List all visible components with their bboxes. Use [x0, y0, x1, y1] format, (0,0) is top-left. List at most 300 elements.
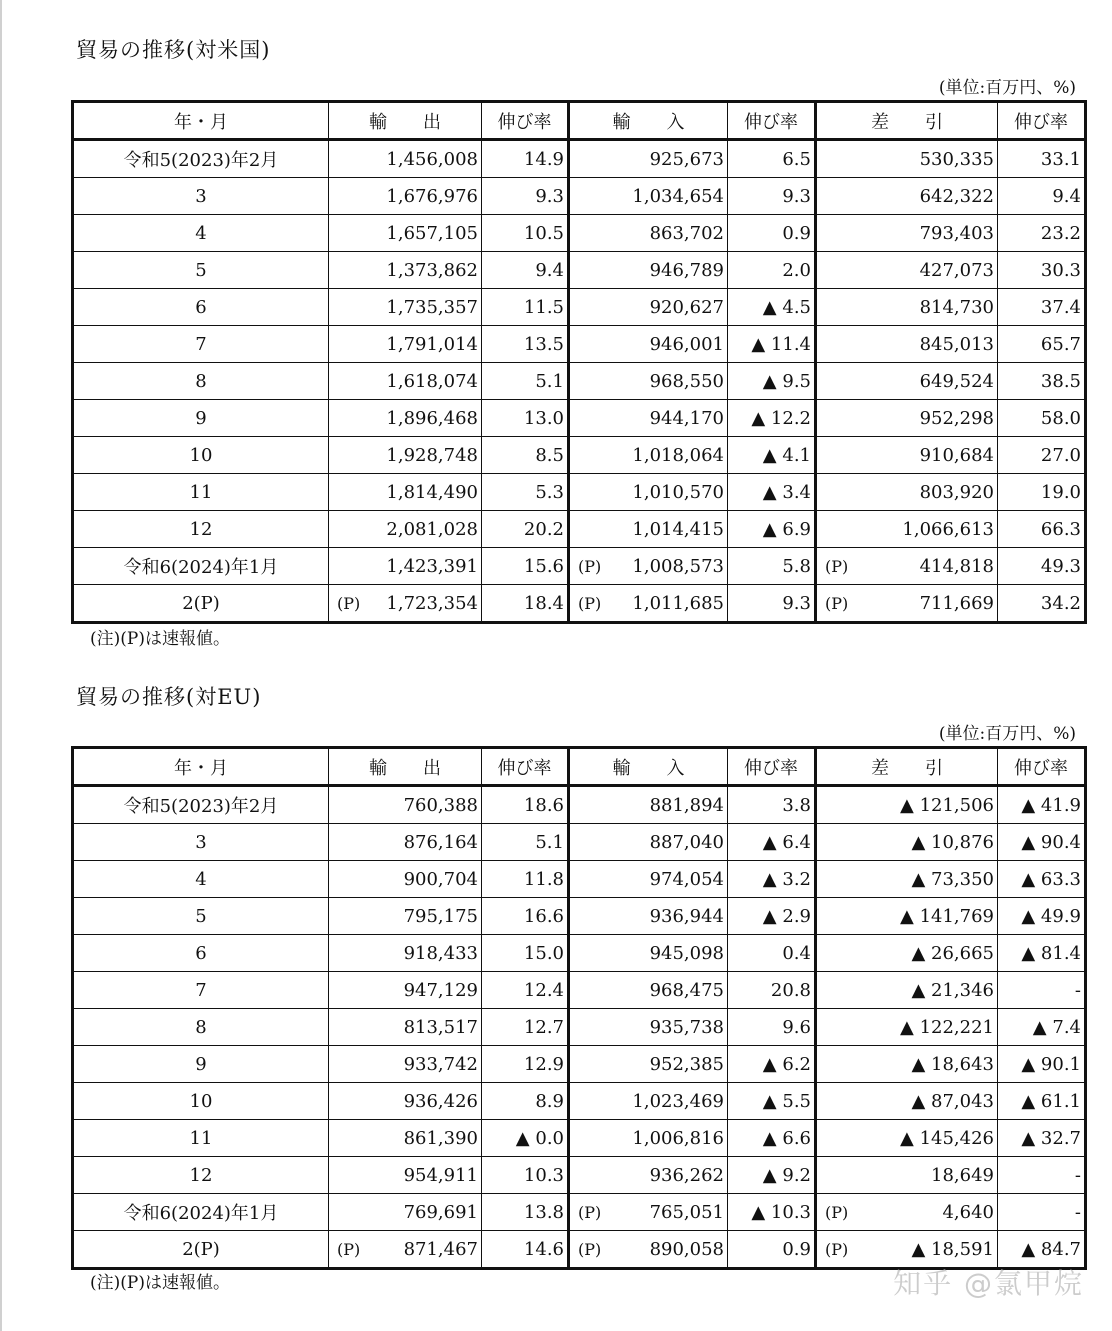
import-value: 863,702 — [613, 215, 728, 252]
export-value: 1,723,354 — [386, 592, 478, 614]
balance-rate: - — [998, 1157, 1086, 1194]
balance-rate: 30.3 — [998, 252, 1086, 289]
export-prefix — [329, 824, 373, 861]
table-row — [73, 511, 1086, 548]
import-prefix: (P) — [569, 1194, 613, 1231]
header-import-rate: 伸び率 — [728, 102, 816, 140]
import-rate: 0.9 — [728, 215, 816, 252]
export-value: 876,164 — [373, 824, 482, 861]
section-title: 貿易の推移(対米国) — [76, 38, 271, 62]
export-value: 760,388 — [373, 786, 482, 824]
row-month: 12 — [73, 1157, 329, 1194]
export-rate: 9.3 — [482, 178, 569, 215]
balance-value: 803,920 — [860, 474, 998, 511]
import-prefix — [569, 326, 613, 363]
import-value: 925,673 — [613, 140, 728, 178]
header-import: 輸 入 — [569, 748, 728, 786]
import-prefix — [569, 824, 613, 861]
balance-rate: ▲ 49.9 — [998, 898, 1086, 935]
unit-label: (単位:百万円、%) — [938, 78, 1076, 98]
export-value: 1,657,105 — [373, 215, 482, 252]
import-rate: 9.3 — [728, 178, 816, 215]
trade-table-us — [71, 100, 1087, 624]
export-value: 1,456,008 — [373, 140, 482, 178]
import-rate: 5.8 — [728, 548, 816, 585]
export-prefix — [329, 140, 373, 178]
import-value: 936,262 — [613, 1157, 728, 1194]
row-month: 3 — [73, 824, 329, 861]
table-row — [73, 252, 1086, 289]
import-rate: 0.9 — [728, 1231, 816, 1269]
export-rate: 15.0 — [482, 935, 569, 972]
balance-value: 1,066,613 — [860, 511, 998, 548]
import-rate: ▲ 3.2 — [728, 861, 816, 898]
row-month: 令和5(2023)年2月 — [73, 140, 329, 178]
balance-value: ▲ 87,043 — [860, 1083, 998, 1120]
row-month: 11 — [73, 474, 329, 511]
import-rate: ▲ 10.3 — [728, 1194, 816, 1231]
import-value: 890,058 — [649, 1238, 724, 1260]
balance-prefix — [816, 898, 860, 935]
export-prefix — [329, 861, 373, 898]
export-value: 954,911 — [373, 1157, 482, 1194]
balance-prefix — [816, 1157, 860, 1194]
row-month: 7 — [73, 972, 329, 1009]
balance-value: ▲ 122,221 — [860, 1009, 998, 1046]
row-month: 10 — [73, 437, 329, 474]
import-prefix — [569, 437, 613, 474]
import-value: 1,010,570 — [613, 474, 728, 511]
import-rate: 20.8 — [728, 972, 816, 1009]
balance-prefix — [816, 178, 860, 215]
table-row — [73, 861, 1086, 898]
export-prefix — [329, 786, 373, 824]
balance-rate: ▲ 63.3 — [998, 861, 1086, 898]
watermark: 知乎 @氯甲烷 — [893, 1267, 1084, 1300]
balance-value: ▲ 18,643 — [860, 1046, 998, 1083]
balance-prefix: (P) — [825, 1239, 849, 1259]
export-value: 900,704 — [373, 861, 482, 898]
import-prefix — [569, 972, 613, 1009]
balance-prefix — [816, 861, 860, 898]
export-value: 1,928,748 — [373, 437, 482, 474]
import-rate: 2.0 — [728, 252, 816, 289]
table-row — [73, 935, 1086, 972]
export-value: 1,618,074 — [373, 363, 482, 400]
table-row — [73, 1194, 1086, 1231]
export-value: 871,467 — [403, 1238, 478, 1260]
import-prefix — [569, 474, 613, 511]
export-prefix — [329, 898, 373, 935]
row-month: 2(P) — [73, 585, 329, 623]
import-value: 920,627 — [613, 289, 728, 326]
export-rate: 5.3 — [482, 474, 569, 511]
import-prefix — [569, 289, 613, 326]
balance-prefix — [816, 1120, 860, 1157]
import-value: 765,051 — [613, 1194, 728, 1231]
export-value: 918,433 — [373, 935, 482, 972]
export-prefix — [329, 1009, 373, 1046]
footnote: (注)(P)は速報値。 — [90, 1273, 230, 1293]
import-value: 968,475 — [613, 972, 728, 1009]
import-prefix — [569, 935, 613, 972]
export-value: 1,676,976 — [373, 178, 482, 215]
import-rate: ▲ 4.1 — [728, 437, 816, 474]
balance-rate: 38.5 — [998, 363, 1086, 400]
balance-prefix — [816, 363, 860, 400]
import-rate: 9.3 — [728, 585, 816, 623]
export-rate: 12.4 — [482, 972, 569, 1009]
export-rate: 14.6 — [482, 1231, 569, 1269]
balance-value: ▲ 145,426 — [860, 1120, 998, 1157]
import-value: 945,098 — [613, 935, 728, 972]
header-export: 輸 出 — [329, 102, 482, 140]
balance-rate: ▲ 84.7 — [998, 1231, 1086, 1269]
export-prefix — [329, 1046, 373, 1083]
export-rate: 11.8 — [482, 861, 569, 898]
header-import: 輸 入 — [569, 102, 728, 140]
table-row — [73, 1083, 1086, 1120]
header-export-rate: 伸び率 — [482, 748, 569, 786]
import-prefix — [569, 178, 613, 215]
balance-prefix — [816, 289, 860, 326]
import-value: 952,385 — [613, 1046, 728, 1083]
balance-value: 414,818 — [860, 548, 998, 585]
trade-table-eu — [71, 746, 1087, 1270]
export-value: 2,081,028 — [373, 511, 482, 548]
row-month: 9 — [73, 400, 329, 437]
balance-rate: 58.0 — [998, 400, 1086, 437]
balance-rate: ▲ 41.9 — [998, 786, 1086, 824]
header-balance-rate: 伸び率 — [998, 748, 1086, 786]
table-row — [73, 363, 1086, 400]
balance-prefix — [816, 437, 860, 474]
balance-value: 18,649 — [860, 1157, 998, 1194]
header-export-rate: 伸び率 — [482, 102, 569, 140]
balance-rate: 19.0 — [998, 474, 1086, 511]
import-rate: ▲ 6.6 — [728, 1120, 816, 1157]
export-prefix — [329, 474, 373, 511]
import-prefix — [569, 1009, 613, 1046]
export-rate: 5.1 — [482, 824, 569, 861]
balance-value: 910,684 — [860, 437, 998, 474]
table-row — [73, 326, 1086, 363]
row-month: 5 — [73, 898, 329, 935]
table-row — [73, 140, 1086, 178]
balance-rate: 65.7 — [998, 326, 1086, 363]
import-prefix — [569, 252, 613, 289]
balance-value: 649,524 — [860, 363, 998, 400]
import-prefix: (P) — [578, 1239, 602, 1259]
page-left-border — [0, 0, 2, 1331]
table-row — [73, 289, 1086, 326]
export-prefix — [329, 400, 373, 437]
header-balance: 差 引 — [816, 102, 998, 140]
export-prefix — [329, 1157, 373, 1194]
import-value: 1,011,685 — [632, 592, 724, 614]
import-prefix — [569, 1083, 613, 1120]
import-rate: ▲ 2.9 — [728, 898, 816, 935]
import-value: 974,054 — [613, 861, 728, 898]
import-value: 1,034,654 — [613, 178, 728, 215]
row-month: 6 — [73, 289, 329, 326]
balance-value: 4,640 — [860, 1194, 998, 1231]
row-month: 令和6(2024)年1月 — [73, 1194, 329, 1231]
row-month: 4 — [73, 861, 329, 898]
header-row — [73, 102, 1086, 140]
row-month: 11 — [73, 1120, 329, 1157]
export-prefix — [329, 1083, 373, 1120]
table-row — [73, 400, 1086, 437]
export-prefix — [329, 935, 373, 972]
export-rate: 11.5 — [482, 289, 569, 326]
export-prefix — [329, 511, 373, 548]
row-month: 9 — [73, 1046, 329, 1083]
import-value: 1,018,064 — [613, 437, 728, 474]
table-row — [73, 437, 1086, 474]
export-rate: 13.5 — [482, 326, 569, 363]
row-month: 5 — [73, 252, 329, 289]
export-value: 1,896,468 — [373, 400, 482, 437]
table-row — [73, 1046, 1086, 1083]
header-balance: 差 引 — [816, 748, 998, 786]
import-prefix — [569, 1120, 613, 1157]
import-prefix: (P) — [569, 548, 613, 585]
row-month: 3 — [73, 178, 329, 215]
balance-prefix — [816, 824, 860, 861]
import-rate: ▲ 6.2 — [728, 1046, 816, 1083]
export-rate: 10.5 — [482, 215, 569, 252]
export-rate: 18.4 — [482, 585, 569, 623]
table-row — [73, 786, 1086, 824]
table-row — [73, 824, 1086, 861]
import-rate: ▲ 12.2 — [728, 400, 816, 437]
import-rate: ▲ 6.4 — [728, 824, 816, 861]
row-month: 8 — [73, 1009, 329, 1046]
row-month: 7 — [73, 326, 329, 363]
export-rate: 13.8 — [482, 1194, 569, 1231]
export-rate: 13.0 — [482, 400, 569, 437]
export-rate: 20.2 — [482, 511, 569, 548]
export-rate: 9.4 — [482, 252, 569, 289]
section-title: 貿易の推移(対EU) — [76, 685, 262, 709]
export-prefix — [329, 178, 373, 215]
balance-rate: 37.4 — [998, 289, 1086, 326]
import-value: 946,789 — [613, 252, 728, 289]
header-month: 年・月 — [73, 102, 329, 140]
export-prefix — [329, 326, 373, 363]
row-month: 6 — [73, 935, 329, 972]
export-prefix — [329, 548, 373, 585]
export-value: 1,814,490 — [373, 474, 482, 511]
import-value: 944,170 — [613, 400, 728, 437]
export-rate: 12.9 — [482, 1046, 569, 1083]
balance-value: 711,669 — [919, 592, 994, 614]
export-rate: 15.6 — [482, 548, 569, 585]
header-row — [73, 748, 1086, 786]
table-row — [73, 898, 1086, 935]
import-rate: ▲ 6.9 — [728, 511, 816, 548]
header-balance-rate: 伸び率 — [998, 102, 1086, 140]
balance-value: ▲ 26,665 — [860, 935, 998, 972]
export-value: 1,735,357 — [373, 289, 482, 326]
import-value: 1,006,816 — [613, 1120, 728, 1157]
import-prefix — [569, 1157, 613, 1194]
import-value: 887,040 — [613, 824, 728, 861]
import-rate: ▲ 9.5 — [728, 363, 816, 400]
table-row — [73, 972, 1086, 1009]
import-rate: 6.5 — [728, 140, 816, 178]
balance-rate: - — [998, 1194, 1086, 1231]
import-prefix: (P) — [578, 593, 602, 613]
balance-rate: ▲ 32.7 — [998, 1120, 1086, 1157]
import-prefix — [569, 215, 613, 252]
balance-rate: ▲ 90.1 — [998, 1046, 1086, 1083]
export-value: 861,390 — [373, 1120, 482, 1157]
export-value: 769,691 — [373, 1194, 482, 1231]
balance-rate: ▲ 81.4 — [998, 935, 1086, 972]
import-rate: 3.8 — [728, 786, 816, 824]
import-rate: 9.6 — [728, 1009, 816, 1046]
import-rate: ▲ 5.5 — [728, 1083, 816, 1120]
import-value: 1,014,415 — [613, 511, 728, 548]
export-rate: ▲ 0.0 — [482, 1120, 569, 1157]
balance-prefix — [816, 1046, 860, 1083]
balance-rate: ▲ 61.1 — [998, 1083, 1086, 1120]
export-rate: 14.9 — [482, 140, 569, 178]
export-prefix: (P) — [337, 1239, 361, 1259]
table-row — [73, 585, 1086, 623]
export-rate: 16.6 — [482, 898, 569, 935]
balance-value: ▲ 21,346 — [860, 972, 998, 1009]
table-row — [73, 1009, 1086, 1046]
balance-prefix — [816, 972, 860, 1009]
balance-rate: 66.3 — [998, 511, 1086, 548]
import-value: 968,550 — [613, 363, 728, 400]
balance-value: 793,403 — [860, 215, 998, 252]
balance-value: ▲ 141,769 — [860, 898, 998, 935]
table-row — [73, 1120, 1086, 1157]
import-rate: ▲ 11.4 — [728, 326, 816, 363]
export-prefix: (P) — [337, 593, 361, 613]
balance-rate: 33.1 — [998, 140, 1086, 178]
export-prefix — [329, 252, 373, 289]
row-month: 令和6(2024)年1月 — [73, 548, 329, 585]
import-prefix — [569, 140, 613, 178]
balance-prefix — [816, 935, 860, 972]
balance-rate: 9.4 — [998, 178, 1086, 215]
export-prefix — [329, 289, 373, 326]
balance-prefix: (P) — [816, 1194, 860, 1231]
balance-prefix — [816, 511, 860, 548]
balance-prefix: (P) — [825, 593, 849, 613]
export-prefix — [329, 437, 373, 474]
footnote: (注)(P)は速報値。 — [90, 629, 230, 649]
unit-label: (単位:百万円、%) — [938, 724, 1076, 744]
balance-prefix — [816, 474, 860, 511]
export-value: 1,373,862 — [373, 252, 482, 289]
balance-prefix — [816, 400, 860, 437]
import-value: 935,738 — [613, 1009, 728, 1046]
balance-rate: 34.2 — [998, 585, 1086, 623]
import-prefix — [569, 786, 613, 824]
import-rate: ▲ 9.2 — [728, 1157, 816, 1194]
balance-value: 642,322 — [860, 178, 998, 215]
balance-prefix — [816, 786, 860, 824]
export-value: 813,517 — [373, 1009, 482, 1046]
balance-value: ▲ 121,506 — [860, 786, 998, 824]
import-rate: ▲ 4.5 — [728, 289, 816, 326]
export-prefix — [329, 1194, 373, 1231]
table-row — [73, 178, 1086, 215]
balance-rate: - — [998, 972, 1086, 1009]
export-value: 1,423,391 — [373, 548, 482, 585]
row-month: 2(P) — [73, 1231, 329, 1269]
import-value: 946,001 — [613, 326, 728, 363]
import-prefix — [569, 511, 613, 548]
import-value: 936,944 — [613, 898, 728, 935]
balance-value: 427,073 — [860, 252, 998, 289]
export-prefix — [329, 363, 373, 400]
import-value: 881,894 — [613, 786, 728, 824]
export-rate: 5.1 — [482, 363, 569, 400]
balance-value: 845,013 — [860, 326, 998, 363]
import-prefix — [569, 1046, 613, 1083]
export-rate: 8.5 — [482, 437, 569, 474]
export-value: 947,129 — [373, 972, 482, 1009]
table-row — [73, 474, 1086, 511]
row-month: 令和5(2023)年2月 — [73, 786, 329, 824]
export-value: 933,742 — [373, 1046, 482, 1083]
import-prefix — [569, 898, 613, 935]
export-value: 1,791,014 — [373, 326, 482, 363]
balance-prefix — [816, 140, 860, 178]
export-value: 795,175 — [373, 898, 482, 935]
table-row — [73, 1157, 1086, 1194]
balance-rate: 49.3 — [998, 548, 1086, 585]
export-prefix — [329, 972, 373, 1009]
import-value: 1,023,469 — [613, 1083, 728, 1120]
export-rate: 18.6 — [482, 786, 569, 824]
import-value: 1,008,573 — [613, 548, 728, 585]
row-month: 8 — [73, 363, 329, 400]
balance-rate: 23.2 — [998, 215, 1086, 252]
balance-prefix — [816, 1009, 860, 1046]
import-rate: 0.4 — [728, 935, 816, 972]
balance-rate: 27.0 — [998, 437, 1086, 474]
balance-prefix — [816, 1083, 860, 1120]
balance-value: ▲ 18,591 — [911, 1238, 994, 1260]
balance-rate: ▲ 90.4 — [998, 824, 1086, 861]
balance-prefix — [816, 252, 860, 289]
export-rate: 8.9 — [482, 1083, 569, 1120]
row-month: 4 — [73, 215, 329, 252]
export-rate: 10.3 — [482, 1157, 569, 1194]
balance-value: ▲ 73,350 — [860, 861, 998, 898]
import-prefix — [569, 400, 613, 437]
table-row — [73, 215, 1086, 252]
import-rate: ▲ 3.4 — [728, 474, 816, 511]
row-month: 10 — [73, 1083, 329, 1120]
balance-value: 530,335 — [860, 140, 998, 178]
balance-prefix — [816, 215, 860, 252]
balance-value: 814,730 — [860, 289, 998, 326]
export-rate: 12.7 — [482, 1009, 569, 1046]
export-prefix — [329, 1120, 373, 1157]
import-prefix — [569, 363, 613, 400]
balance-value: 952,298 — [860, 400, 998, 437]
header-export: 輸 出 — [329, 748, 482, 786]
